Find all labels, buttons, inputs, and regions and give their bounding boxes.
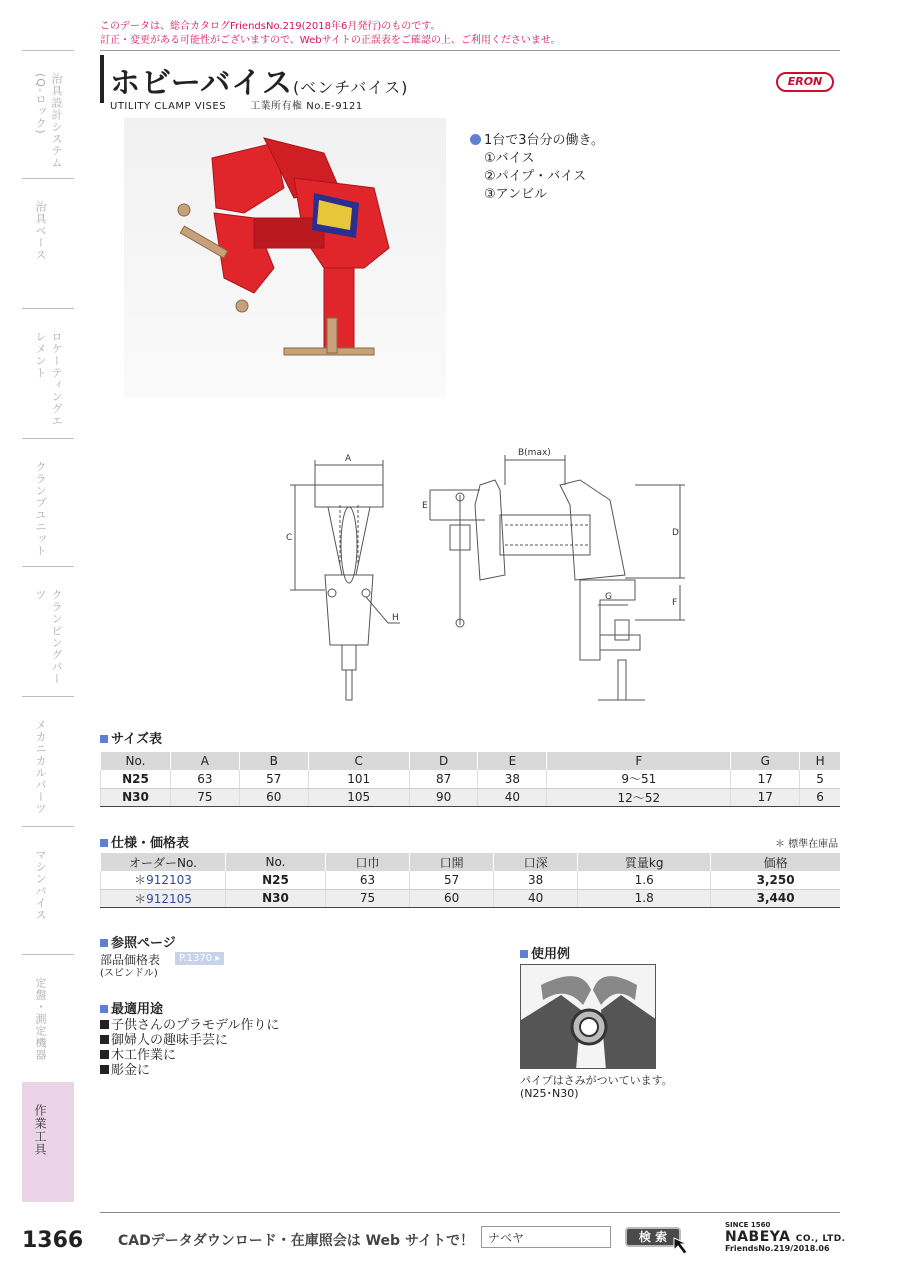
sidebar-item-machine-vise[interactable]: マシンバイス xyxy=(22,826,74,954)
col-header: H xyxy=(800,752,840,770)
sidebar-item-clamping-parts[interactable]: クランピングパーツ xyxy=(22,566,74,696)
col-header: G xyxy=(731,752,800,770)
reference-sub: (スピンドル) xyxy=(100,968,158,979)
notice-line-2: 訂正・変更がある可能性がございますので、Webサイトの正誤表をご確認の上、ご利用くださいませ。 xyxy=(100,35,561,46)
sidebar-item-surface-plate[interactable]: 定盤・測定機器 xyxy=(22,954,74,1082)
col-header: No. xyxy=(226,853,326,871)
dim-label-e: E xyxy=(422,501,428,511)
square-bullet-icon xyxy=(100,1035,109,1044)
page-subtitle: UTILITY CLAMP VISES 工業所有権 No.E-9121 xyxy=(110,101,363,112)
notice-line-1: このデータは、総合カタログFriendsNo.219(2018年6月発行)のものです。 xyxy=(100,21,441,32)
col-header: 口開 xyxy=(410,853,494,871)
square-bullet-icon xyxy=(100,1020,109,1029)
dim-label-f: F xyxy=(672,598,678,608)
sidebar-item-jig-system[interactable]: 治具設計システム(Q-ロック) xyxy=(22,50,74,178)
col-header: D xyxy=(409,752,478,770)
square-bullet-icon xyxy=(100,1050,109,1059)
table-row: ＊912103 N25 63 57 38 1.6 3,250 xyxy=(101,871,841,889)
patent-number: 工業所有権 No.E-9121 xyxy=(250,101,363,112)
col-header: B xyxy=(239,752,308,770)
nabeya-logo xyxy=(725,1222,846,1254)
col-header: 質量kg xyxy=(578,853,711,871)
dim-label-a: A xyxy=(345,454,352,464)
catalog-notice xyxy=(100,20,561,48)
sidebar-item-locating[interactable]: ロケーティングエレメント xyxy=(22,308,74,438)
col-header: オーダーNo. xyxy=(101,853,226,871)
dim-label-b: B(max) xyxy=(518,448,551,458)
feature-item: ①バイス xyxy=(484,151,535,166)
sidebar-item-hand-tools[interactable]: 作業工具 xyxy=(22,1082,74,1202)
example-photo xyxy=(520,964,656,1069)
bullet-icon xyxy=(470,134,481,145)
eron-logo: ERON xyxy=(776,72,834,92)
col-header: C xyxy=(308,752,409,770)
edition-label: FriendsNo.219/2018.06 xyxy=(725,1244,830,1254)
table-row: N30 75 60 105 90 40 12～52 17 6 xyxy=(101,788,841,806)
order-number: ＊912105 xyxy=(101,889,226,907)
col-header: F xyxy=(547,752,731,770)
feature-headline: 1台で3台分の働き。 xyxy=(470,132,604,150)
square-bullet-icon xyxy=(100,1065,109,1074)
col-header: 口深 xyxy=(494,853,578,871)
spec-table xyxy=(100,853,840,908)
feature-list xyxy=(470,132,604,204)
dim-label-c: C xyxy=(286,533,293,543)
dim-label-d: D xyxy=(672,528,679,538)
reference-heading: 参照ページ xyxy=(100,932,176,951)
feature-item: ②パイプ・バイス xyxy=(484,169,587,184)
col-header: 価格 xyxy=(711,853,840,871)
col-header: A xyxy=(171,752,240,770)
spec-table-header xyxy=(101,853,841,871)
search-button[interactable]: 検 索 xyxy=(625,1227,681,1247)
title-suffix: (ベンチバイス) xyxy=(293,78,409,97)
list-item: 彫金に xyxy=(100,1063,279,1078)
reference-item xyxy=(100,954,160,980)
table-row: ＊912105 N30 75 60 40 1.8 3,440 xyxy=(101,889,841,907)
list-item: 木工作業に xyxy=(100,1048,279,1063)
since-label: SINCE 1560 xyxy=(725,1221,771,1229)
order-number: ＊912103 xyxy=(101,871,226,889)
page-number: 1366 xyxy=(22,1228,84,1253)
spec-table-heading: 仕様・価格表 xyxy=(100,832,189,851)
reference-label: 部品価格表 xyxy=(100,953,161,967)
example-heading: 使用例 xyxy=(520,943,570,962)
list-item: 子供さんのプラモデル作りに xyxy=(100,1018,279,1033)
col-header: E xyxy=(478,752,547,770)
search-input[interactable] xyxy=(481,1226,611,1248)
sidebar-item-clamp-unit[interactable]: クランプユニット xyxy=(22,438,74,566)
product-photo xyxy=(124,118,446,398)
cursor-arrow-icon xyxy=(672,1236,702,1256)
list-item: 御婦人の趣味手芸に xyxy=(100,1033,279,1048)
feature-item: ③アンビル xyxy=(484,187,548,202)
table-row: N25 63 57 101 87 38 9～51 17 5 xyxy=(101,770,841,788)
header-divider xyxy=(100,50,840,51)
brand-name: NABEYA CO., LTD. xyxy=(725,1228,846,1245)
dim-label-h: H xyxy=(392,613,399,623)
size-table-header xyxy=(101,752,841,770)
col-header: 口巾 xyxy=(326,853,410,871)
stock-note: ＊ 標準在庫品 xyxy=(775,839,839,850)
technical-drawing xyxy=(280,445,700,710)
col-header: No. xyxy=(101,752,171,770)
title-accent-bar xyxy=(100,55,104,103)
cad-download-text: CADデータダウンロード・在庫照会は Web サイトで！ xyxy=(118,1233,474,1249)
uses-list xyxy=(100,1018,279,1078)
reference-page-link[interactable]: P.1370 ▸ xyxy=(175,952,224,965)
size-table xyxy=(100,752,840,807)
example-caption: パイプはさみがついています。 (N25･N30) xyxy=(520,1074,673,1100)
dim-label-g: G xyxy=(605,592,612,602)
size-table-heading: サイズ表 xyxy=(100,728,162,747)
footer-divider xyxy=(100,1212,840,1213)
page-title: ホビーバイス(ベンチバイス) xyxy=(110,66,409,101)
sidebar-item-jig-base[interactable]: 治具ベース xyxy=(22,178,74,308)
sidebar-item-mechanical-parts[interactable]: メカニカルパーツ xyxy=(22,696,74,826)
uses-heading: 最適用途 xyxy=(100,998,163,1017)
